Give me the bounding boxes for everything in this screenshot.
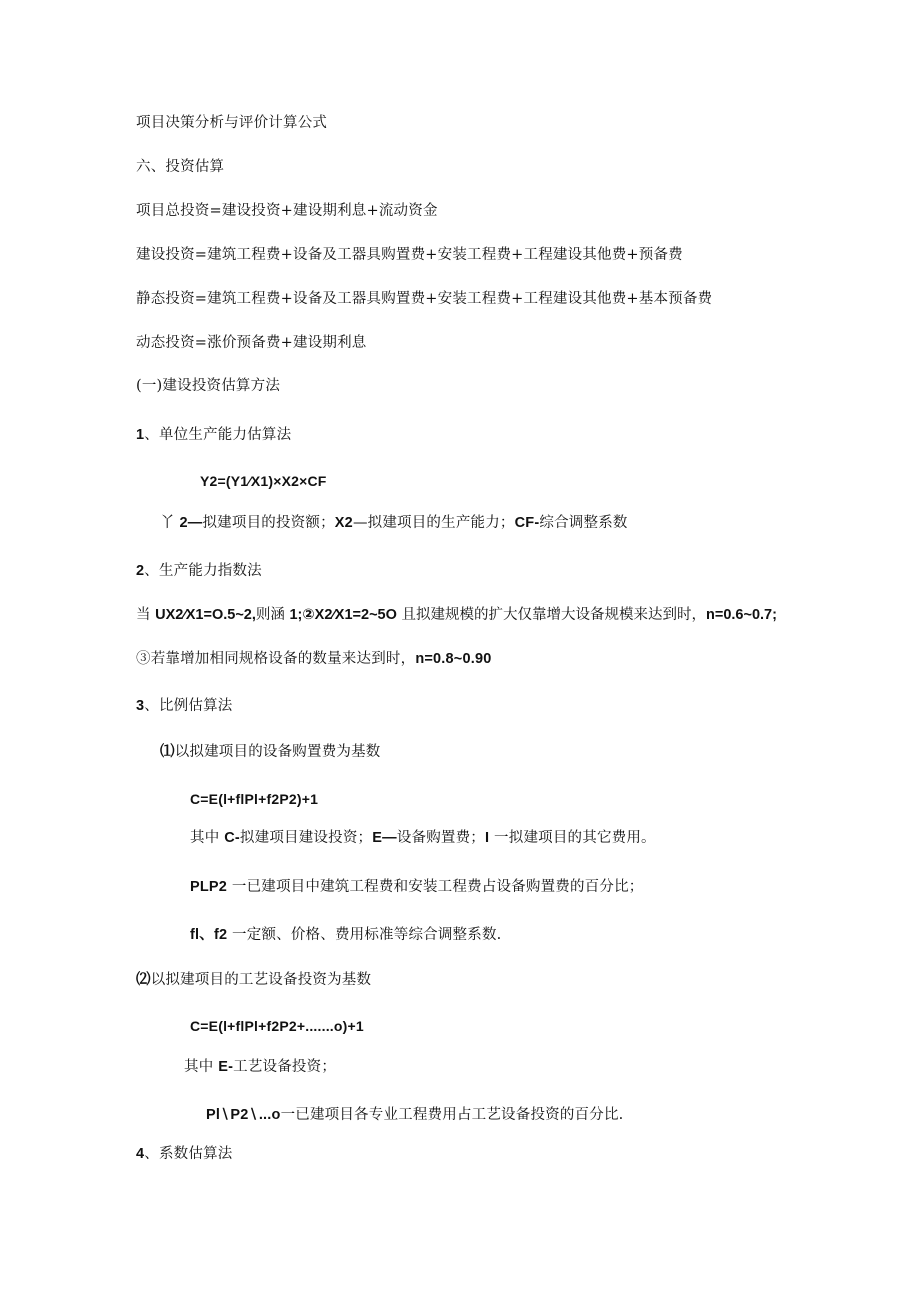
method-number: 4: [136, 1146, 145, 1162]
static-investment-formula: 静态投资=建筑工程费+设备及工器具购置费+安装工程费+工程建设其他费+基本预备费: [136, 291, 713, 307]
condition-formula: UX2⁄X1=O.5~2,: [155, 607, 256, 623]
part-marker: ⑴: [160, 744, 175, 760]
document-title: 项目决策分析与评价计算公式: [136, 115, 328, 131]
method-3-definition-4: [184, 1058, 336, 1076]
method-3-part-2-heading: [136, 971, 371, 989]
method-title: 、生产能力指数法: [144, 563, 262, 579]
def-symbol: 丫: [160, 515, 175, 531]
def-symbol: I: [485, 830, 490, 846]
condition-formula: n=0.6~0.7;: [706, 607, 777, 623]
method-title: 、系数估算法: [144, 1146, 233, 1162]
method-3-formula-2: C=E(l+flPl+f2P2+.......o)+1: [190, 1018, 364, 1034]
method-3-definition-1: [190, 829, 656, 847]
method-3-formula-1: C=E(l+flPl+f2P2)+1: [190, 791, 319, 807]
condition-text: ③若靠增加相同规格设备的数量来达到时，: [136, 651, 416, 667]
def-symbol: X2: [334, 515, 353, 531]
method-3-definition-3: [190, 926, 501, 944]
method-1-heading: [136, 426, 291, 444]
construction-investment-formula: 建设投资=建筑工程费+设备及工器具购置费+安装工程费+工程建设其他费+预备费: [136, 247, 683, 263]
part-title: 以拟建项目的设备购置费为基数: [174, 744, 381, 760]
def-symbol: E—: [372, 830, 397, 846]
def-text: 拟建项目建设投资；: [239, 830, 373, 846]
method-4-heading: [136, 1145, 232, 1163]
method-3-definition-5: [206, 1106, 623, 1124]
def-symbol: 2—: [179, 515, 203, 531]
method-1-definitions: [160, 514, 628, 532]
def-text: 其中: [184, 1059, 219, 1075]
def-symbol: CF-: [514, 515, 540, 531]
def-text: 一已建项目各专业工程费用占工艺设备投资的百分比.: [280, 1107, 624, 1123]
def-symbol: PLP2: [190, 879, 228, 895]
def-text: 综合调整系数: [539, 515, 628, 531]
def-symbol: C-: [224, 830, 240, 846]
section-heading: 六、投资估算: [136, 159, 225, 175]
condition-text: 且拟建规模的扩大仅靠增大设备规模来达到时，: [396, 607, 706, 623]
method-number: 2: [136, 563, 145, 579]
part-marker: ⑵: [136, 972, 151, 988]
condition-formula: 1;②X2⁄X1=2~5O: [289, 607, 397, 623]
dynamic-investment-formula: 动态投资=涨价预备费+建设期利息: [136, 335, 367, 351]
condition-text: 当: [136, 607, 156, 623]
def-symbol: Pl∖P2∖...o: [206, 1107, 281, 1123]
total-investment-formula: 项目总投资=建设投资+建设期利息+流动资金: [136, 203, 438, 219]
method-3-definition-2: [190, 878, 644, 896]
def-text: 其中: [190, 830, 225, 846]
def-symbol: fl、f2: [190, 927, 228, 943]
def-text: 工艺设备投资；: [233, 1059, 337, 1075]
condition-formula: n=0.8~0.90: [415, 651, 492, 667]
def-text: 一定额、价格、费用标准等综合调整系数.: [227, 927, 502, 943]
method-2-heading: [136, 562, 262, 580]
def-text: 设备购置费；: [396, 830, 486, 846]
def-text: 一已建项目中建筑工程费和安装工程费占设备购置费的百分比；: [227, 879, 644, 895]
def-text: —拟建项目的生产能力；: [352, 515, 515, 531]
subsection-heading: (一)建设投资估算方法: [136, 378, 281, 394]
method-1-formula: Y2=(Y1⁄X1)×X2×CF: [200, 473, 327, 489]
method-3-heading: [136, 697, 232, 715]
def-text: 拟建项目的投资额；: [202, 515, 335, 531]
method-title: 、比例估算法: [144, 698, 233, 714]
def-symbol: E-: [218, 1059, 234, 1075]
method-title: 、单位生产能力估算法: [144, 427, 292, 443]
condition-text: 则涵: [255, 607, 290, 623]
method-2-condition-2: [136, 650, 491, 668]
method-number: 3: [136, 698, 145, 714]
method-number: 1: [136, 427, 145, 443]
method-2-condition-1: [136, 606, 777, 624]
def-text: 一拟建项目的其它费用。: [489, 830, 656, 846]
method-3-part-1-heading: [160, 743, 381, 761]
part-title: 以拟建项目的工艺设备投资为基数: [150, 972, 372, 988]
